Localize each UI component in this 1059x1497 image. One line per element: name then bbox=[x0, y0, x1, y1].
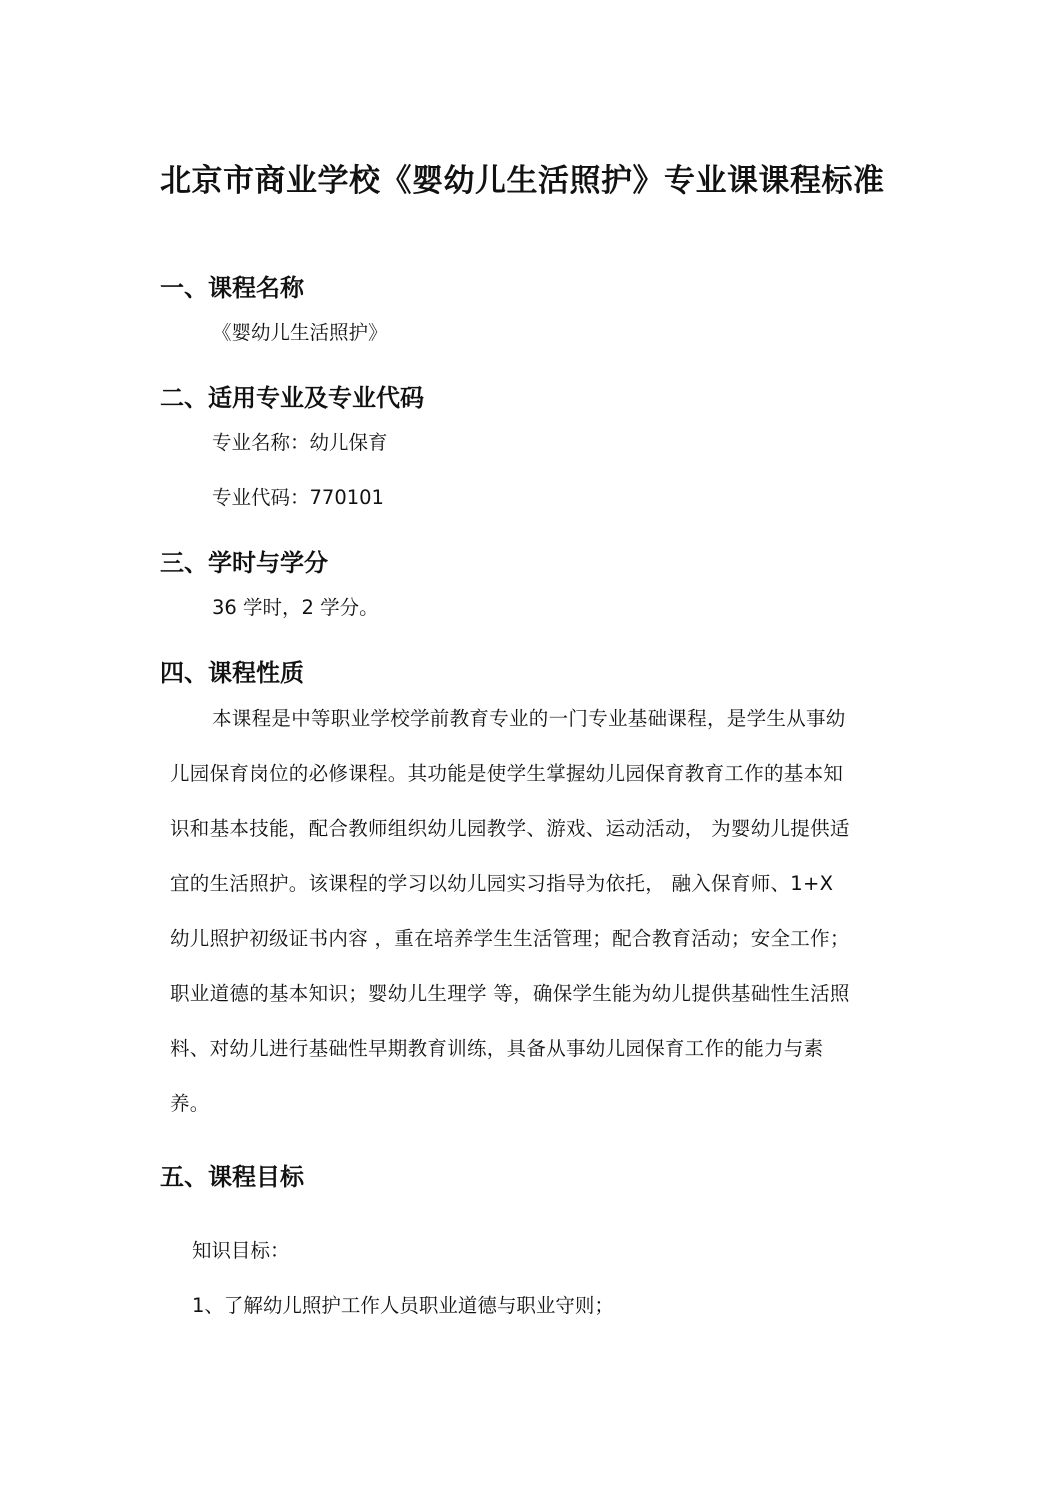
knowledge-objective-label: 知识目标： bbox=[192, 1239, 290, 1262]
objective-item: 1、了解幼儿照护工作人员职业道德与职业守则； bbox=[192, 1294, 614, 1317]
nature-line: 养。 bbox=[170, 1092, 210, 1115]
section-heading-major: 二、适用专业及专业代码 bbox=[160, 384, 424, 412]
nature-line: 幼儿照护初级证书内容 ，重在培养学生生活管理；配合教育活动；安全工作； bbox=[170, 927, 850, 950]
nature-line: 职业道德的基本知识；婴幼儿生理学 等，确保学生能为幼儿提供基础性生活照 bbox=[170, 982, 850, 1005]
nature-line: 料、对幼儿进行基础性早期教育训练，具备从事幼儿园保育工作的能力与素 bbox=[170, 1037, 824, 1060]
major-code-text: 专业代码：770101 bbox=[212, 486, 384, 509]
section-heading-course-name: 一、课程名称 bbox=[160, 274, 304, 302]
nature-line: 儿园保育岗位的必修课程。其功能是使学生掌握幼儿园保育教育工作的基本知 bbox=[170, 762, 844, 785]
section-heading-objectives: 五、课程目标 bbox=[160, 1163, 304, 1191]
major-name-text: 专业名称：幼儿保育 bbox=[212, 431, 388, 454]
nature-line: 宜的生活照护。该课程的学习以幼儿园实习指导为依托， 融入保育师、1+X bbox=[170, 872, 834, 895]
nature-line: 识和基本技能，配合教师组织幼儿园教学、游戏、运动活动， 为婴幼儿提供适 bbox=[170, 817, 850, 840]
course-name-text: 《婴幼儿生活照护》 bbox=[212, 321, 388, 344]
section-heading-hours: 三、学时与学分 bbox=[160, 549, 328, 577]
nature-line: 本课程是中等职业学校学前教育专业的一门专业基础课程，是学生从事幼 bbox=[212, 707, 846, 730]
hours-credits-text: 36 学时，2 学分。 bbox=[212, 596, 379, 619]
page-title: 北京市商业学校《婴幼儿生活照护》专业课课程标准 bbox=[160, 163, 885, 199]
section-heading-nature: 四、课程性质 bbox=[160, 659, 304, 687]
